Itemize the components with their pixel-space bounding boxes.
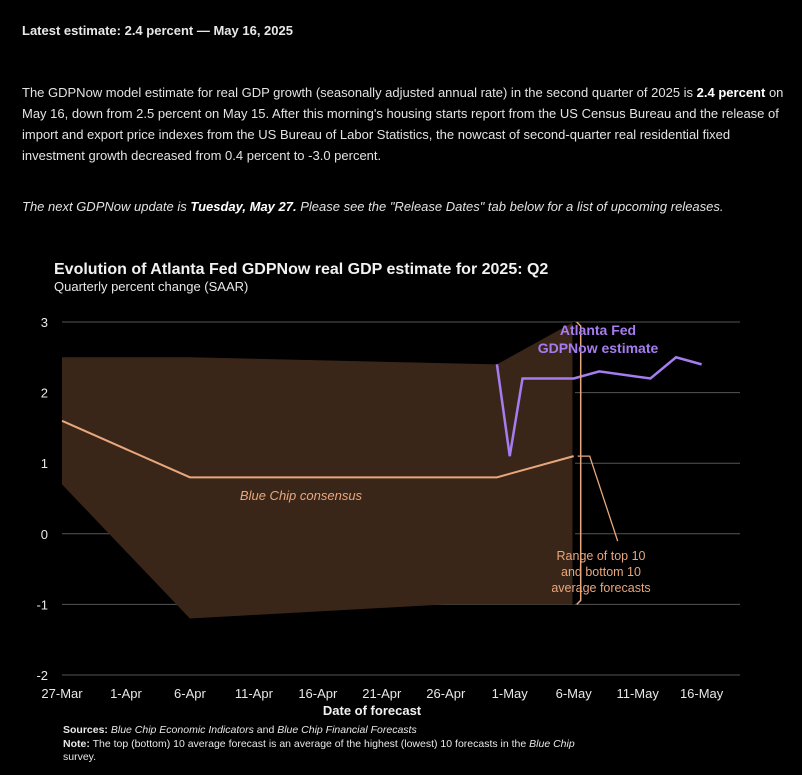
chart-svg <box>20 240 790 770</box>
x-tick-label: 16-Apr <box>298 686 338 701</box>
gdpnow-chart <box>20 240 790 770</box>
blue-chip-label: Blue Chip consensus <box>239 487 363 503</box>
sources-and: and <box>253 724 278 736</box>
next-update-note <box>22 199 790 214</box>
x-tick-label: 11-Apr <box>234 686 273 701</box>
x-tick-label: 27-Mar <box>41 686 83 701</box>
x-tick-label: 16-May <box>679 686 724 701</box>
note-text-1: The top (bottom) 10 average forecast is an average of the highest (lowest) 10 forecasts in the <box>89 738 530 750</box>
y-tick-label: 3 <box>40 315 48 330</box>
note-label: Note: <box>63 738 90 750</box>
range-label-line-1: Range of top 10 <box>556 548 646 563</box>
next-update-text-end: Please see the "Release Dates" tab below for a list of upcoming releases. <box>296 199 724 214</box>
gdpnow-label-line-1: Atlanta Fed <box>559 322 637 339</box>
x-tick-label: 6-May <box>555 686 592 701</box>
gdpnow-label-line-2: GDPNow estimate <box>537 340 659 357</box>
x-tick-label: 1-Apr <box>110 686 142 701</box>
x-axis-title: Date of forecast <box>322 703 422 718</box>
range-label-line-3: average forecasts <box>551 580 651 595</box>
x-tick-label: 1-May <box>491 686 528 701</box>
summary-text-start: The GDPNow model estimate for real GDP growth (seasonally adjusted annual rate) in the second quarter of 2025 is <box>22 85 697 100</box>
next-update-text-start: The next GDPNow update is <box>22 199 191 214</box>
note-line <box>63 738 575 750</box>
summary-text-end: on May 16, down from 2.5 percent on May 15. After this morning's housing starts report from the US Census Bureau and the release of import and export price indexes from the US Bureau of Labor Statistics, the nowcast of second-quarter real residential fixed investment growth decreased from 0.4 percent to -3.0 percent. <box>22 85 784 163</box>
sources-text-2: Blue Chip Financial Forecasts <box>277 724 417 736</box>
y-tick-label: 0 <box>40 526 48 542</box>
x-tick-label: 11-May <box>616 686 659 701</box>
range-label-line-2: and bottom 10 <box>561 564 641 579</box>
y-tick-label: 2 <box>40 385 48 401</box>
note-line-2: survey. <box>63 751 97 763</box>
latest-estimate-headline: Latest estimate: 2.4 percent — May 16, 2025 <box>22 23 293 38</box>
y-tick-label: -2 <box>36 668 48 683</box>
y-tick-label: -1 <box>36 597 48 613</box>
range-annotation-leader <box>578 456 618 541</box>
sources-text-1: Blue Chip Economic Indicators <box>110 724 254 736</box>
sources-line <box>63 724 417 736</box>
chart-title: Evolution of Atlanta Fed GDPNow real GDP estimate for 2025: Q2 <box>54 261 549 278</box>
note-text-2: Blue Chip <box>529 738 575 750</box>
y-tick-label: 1 <box>40 456 48 472</box>
x-tick-label: 6-Apr <box>174 686 206 701</box>
summary-estimate-bold: 2.4 percent <box>696 85 766 100</box>
chart-subtitle: Quarterly percent change (SAAR) <box>54 279 249 294</box>
x-tick-label: 26-Apr <box>426 686 466 701</box>
summary-paragraph <box>22 82 790 166</box>
sources-label: Sources: <box>63 724 108 736</box>
next-update-date: Tuesday, May 27. <box>190 199 297 214</box>
x-tick-label: 21-Apr <box>362 686 402 701</box>
